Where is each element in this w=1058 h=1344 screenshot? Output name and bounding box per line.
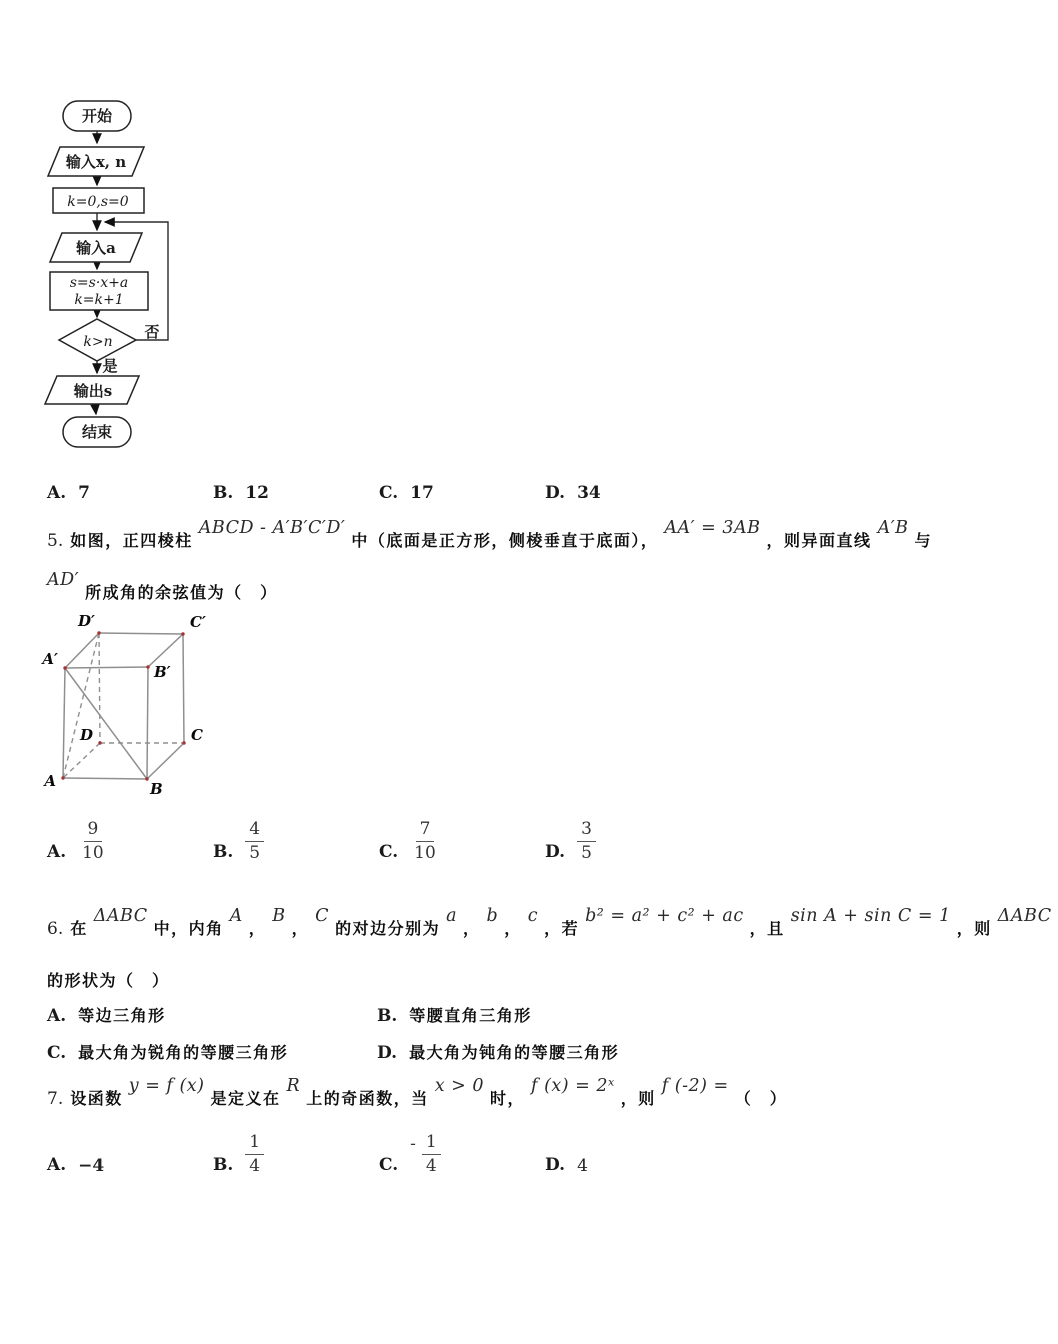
q7-option-b-label: B.	[213, 1155, 234, 1175]
q6-option-b-text: 等腰直角三角形	[409, 1008, 532, 1025]
vertex-label-a: A	[44, 772, 56, 790]
q7-option-a	[47, 1128, 104, 1178]
vertex-label-c-prime: C′	[190, 613, 206, 631]
q7-option-d	[545, 1128, 588, 1178]
q6-text-line1	[47, 906, 1058, 939]
flowchart-output-label: 输出s	[73, 382, 113, 400]
q7-option-b-numerator: 1	[245, 1131, 264, 1155]
q5-option-c-numerator: 7	[416, 818, 435, 842]
q4-option-c-value: 17	[410, 483, 434, 503]
q6-math-C: C	[315, 906, 330, 926]
q7-math-function: y = f (x)	[128, 1076, 205, 1096]
q7-seg2: 是定义在	[210, 1091, 281, 1108]
q7-math-R: R	[286, 1076, 301, 1096]
vertex-label-d: D	[79, 726, 93, 744]
q5-math-line1: A′B	[877, 518, 909, 538]
q7-seg3: 上的奇函数，当	[306, 1091, 429, 1108]
q5-option-c-label: C.	[379, 842, 399, 862]
q4-option-d-label: D.	[545, 483, 566, 503]
q6-option-d	[377, 1040, 619, 1063]
flowchart-yes-label: 是	[102, 357, 118, 375]
q4-option-c-label: C.	[379, 483, 399, 503]
q6-option-c	[47, 1040, 288, 1063]
q7-math-fx: f (x) = 2ˣ	[531, 1076, 615, 1096]
q6-comma4: ，	[504, 921, 522, 938]
q4-option-d	[545, 483, 601, 503]
q6-math-triangle1: ΔABC	[93, 906, 148, 926]
flowchart-input-a-label: 输入a	[76, 239, 116, 257]
q6-seg1: 在	[70, 921, 88, 938]
q6-math-B: B	[272, 906, 286, 926]
q7-seg4: 时，	[490, 1091, 526, 1108]
q6-seg6: ，则	[956, 921, 992, 938]
q7-option-c	[379, 1128, 441, 1178]
q7-option-c-fraction	[422, 1131, 441, 1178]
q7-option-a-label: A.	[47, 1155, 67, 1175]
q7-option-d-value: 4	[577, 1156, 588, 1176]
q6-option-a	[47, 1003, 166, 1026]
q6-option-d-text: 最大角为钝角的等腰三角形	[409, 1045, 620, 1062]
flowchart-assign2-label: k=k+1	[74, 292, 124, 308]
q5-number: 5.	[47, 531, 64, 551]
vertex-label-d-prime: D′	[78, 612, 95, 630]
flowchart-init-label: k=0,s=0	[67, 194, 129, 210]
vertex-label-a-prime: A′	[42, 650, 58, 668]
q5-option-c	[379, 818, 440, 865]
q5-text-line1	[47, 518, 933, 551]
q6-option-c-label: C.	[47, 1043, 67, 1063]
q5-option-a-label: A.	[47, 842, 67, 862]
q6-math-equation: b² = a² + c² + ac	[585, 906, 744, 926]
q6-math-a: a	[446, 906, 458, 926]
q6-seg5: ，且	[749, 921, 785, 938]
q6-option-b	[377, 1003, 532, 1026]
q5-math-line2: AD′	[47, 570, 80, 590]
q5-option-d-fraction	[577, 818, 596, 865]
prism-vertex-dots	[61, 631, 185, 780]
q4-option-d-value: 34	[577, 483, 601, 503]
q6-option-a-label: A.	[47, 1006, 67, 1026]
q5-math-prism: ABCD - A′B′C′D′	[198, 518, 346, 538]
q6-math-A: A	[229, 906, 243, 926]
q7-option-c-denominator: 4	[425, 1156, 437, 1176]
q5-option-a	[47, 818, 108, 865]
q6-math-sin: sin A + sin C = 1	[790, 906, 951, 926]
q5-with: 与	[914, 533, 933, 550]
diagonal-a-prime-b	[65, 668, 147, 779]
q4-option-a	[47, 483, 90, 503]
flowchart-no-label: 否	[144, 323, 160, 341]
q5-text-line2	[47, 570, 278, 603]
q6-option-b-label: B.	[377, 1006, 398, 1026]
q5-option-a-numerator: 9	[84, 818, 103, 842]
q5-option-b-label: B.	[213, 842, 234, 862]
q7-math-fneg2: f (-2) =	[661, 1076, 729, 1096]
q7-option-c-minus-sign: -	[410, 1134, 416, 1154]
flowchart-assign1-label: s=s·x+a	[69, 275, 129, 291]
vertex-label-c: C	[191, 726, 203, 744]
q6-comma1: ，	[248, 921, 267, 938]
q5-option-d	[545, 818, 596, 865]
flowchart-diagram	[40, 97, 190, 457]
q5-option-c-denominator: 10	[414, 843, 436, 863]
q6-math-c: c	[527, 906, 539, 926]
q7-option-b-denominator: 4	[249, 1156, 261, 1176]
q6-line2-text: 的形状为（ ）	[47, 973, 170, 990]
q6-seg4: ，若	[544, 921, 580, 938]
q5-then: ，则异面直线	[766, 533, 872, 550]
q7-math-xgt0: x > 0	[434, 1076, 485, 1096]
q6-option-c-text: 最大角为锐角的等腰三角形	[78, 1045, 289, 1062]
flowchart-end-label: 结束	[81, 423, 113, 441]
q5-option-d-numerator: 3	[577, 818, 596, 842]
q4-option-b-label: B.	[213, 483, 234, 503]
q4-option-b	[213, 483, 269, 503]
q5-math-cond: AA′ = 3AB	[664, 518, 761, 538]
q6-option-a-text: 等边三角形	[78, 1008, 166, 1025]
q6-seg2: 中，内角	[153, 921, 224, 938]
q7-seg5: ，则	[620, 1091, 656, 1108]
q6-option-d-label: D.	[377, 1043, 398, 1063]
q7-option-c-label: C.	[379, 1155, 399, 1175]
flowchart-start-label: 开始	[81, 107, 113, 125]
q6-comma3: ，	[463, 921, 481, 938]
q6-number: 6.	[47, 919, 64, 939]
q4-option-c	[379, 483, 434, 503]
q7-seg1: 设函数	[70, 1091, 123, 1108]
q5-option-b-numerator: 4	[245, 818, 264, 842]
flowchart-input-xn-label: 输入x, n	[65, 153, 127, 171]
q7-option-d-label: D.	[545, 1155, 566, 1175]
prism-diagram	[42, 610, 206, 802]
vertex-label-b: B	[150, 780, 163, 798]
q4-option-a-value: 7	[78, 483, 90, 503]
q4-option-b-value: 12	[245, 483, 269, 503]
q5-option-d-denominator: 5	[581, 843, 592, 863]
q5-intro: 如图，正四棱柱	[70, 533, 193, 550]
q6-math-b: b	[486, 906, 499, 926]
q5-option-a-denominator: 10	[82, 843, 104, 863]
q5-option-d-label: D.	[545, 842, 566, 862]
q5-option-b-denominator: 5	[249, 843, 261, 863]
q5-line2-text: 所成角的余弦值为（ ）	[85, 585, 278, 602]
vertex-label-b-prime: B′	[154, 663, 171, 681]
q7-option-c-numerator: 1	[422, 1131, 441, 1155]
q7-option-b-fraction	[245, 1131, 264, 1178]
q4-option-a-label: A.	[47, 483, 67, 503]
q7-number: 7.	[47, 1089, 64, 1109]
q6-seg3: 的对边分别为	[335, 921, 441, 938]
prism-dashed-edges	[63, 633, 184, 778]
q6-math-triangle2: ΔABC	[997, 906, 1052, 926]
q7-text-line	[47, 1076, 788, 1109]
q5-option-b-fraction	[245, 818, 264, 865]
q5-option-c-fraction	[410, 818, 440, 865]
q5-option-b	[213, 818, 264, 865]
q6-text-line2	[47, 968, 170, 991]
q6-comma2: ，	[291, 921, 310, 938]
flowchart-condition-label: k>n	[83, 334, 113, 350]
q7-option-a-value: −4	[78, 1156, 105, 1176]
q5-mid: 中（底面是正方形，侧棱垂直于底面），	[351, 533, 659, 550]
q5-option-a-fraction	[78, 818, 108, 865]
q7-option-b	[213, 1128, 264, 1178]
q7-parens: （ ）	[734, 1091, 788, 1108]
